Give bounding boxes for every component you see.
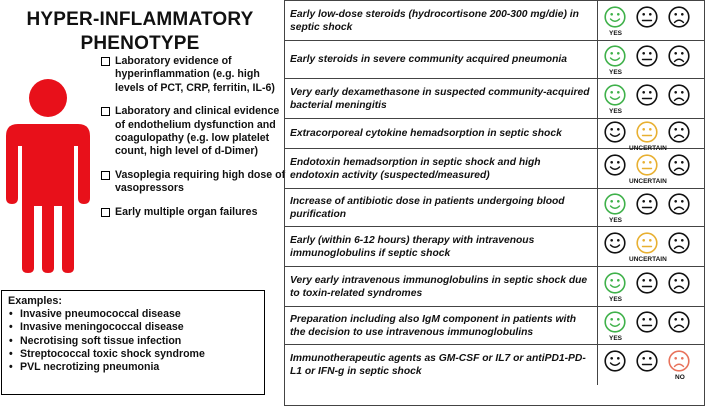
intervention-row (285, 267, 704, 307)
neutral-face-icon (636, 45, 658, 67)
criteria-text: Vasoplegia requiring high dose of vasopressors (115, 168, 286, 195)
examples-heading: Examples: (8, 295, 63, 307)
example-item: • PVL necrotizing pneumonia (9, 361, 160, 374)
smiley-icon (604, 193, 626, 215)
person-head (29, 79, 67, 117)
rating-faces (604, 311, 702, 342)
frowny-icon (668, 84, 690, 106)
bullet-icon: • (9, 321, 13, 334)
neutral-face-icon (636, 193, 658, 215)
column-divider (597, 189, 598, 226)
intervention-row (285, 41, 704, 79)
intervention-text: Increase of antibiotic dose in patients undergoing blood purification (290, 195, 565, 220)
rating-faces (604, 45, 702, 76)
intervention-row (285, 307, 704, 345)
bullet-icon: • (9, 308, 13, 321)
bullet-icon: • (9, 361, 13, 374)
criteria-list (101, 55, 287, 229)
column-divider (597, 41, 598, 78)
neutral-face-icon (636, 311, 658, 333)
rating-faces (604, 350, 702, 381)
rating-faces (604, 193, 702, 224)
verdict-label: YES (609, 335, 623, 342)
checkbox-icon (101, 171, 110, 180)
intervention-row (285, 149, 704, 189)
neutral-face-icon (636, 350, 658, 372)
verdict-label: YES (609, 217, 623, 224)
frowny-icon (668, 272, 690, 294)
frowny-icon (668, 6, 690, 28)
intervention-row (285, 1, 704, 41)
intervention-text: Early steroids in severe community acquired pneumonia (290, 54, 567, 65)
frowny-icon (668, 311, 690, 333)
neutral-face-icon (636, 6, 658, 28)
example-item: • Invasive meningococcal disease (9, 321, 184, 334)
neutral-face-icon (636, 272, 658, 294)
neutral-face-icon (636, 154, 658, 176)
intervention-row (285, 345, 704, 385)
rating-faces (604, 272, 702, 303)
criteria-item (101, 206, 287, 219)
verdict-label: YES (609, 69, 623, 76)
intervention-text: Very early dexamethasone in suspected community-acquired bacterial meningitis (290, 86, 590, 111)
column-divider (597, 227, 598, 266)
checkbox-icon (101, 57, 110, 66)
interventions-table (284, 0, 705, 406)
smiley-icon (604, 45, 626, 67)
neutral-face-icon (636, 84, 658, 106)
frowny-icon (668, 193, 690, 215)
rating-faces (604, 154, 702, 185)
intervention-text: Immunotherapeutic agents as GM-CSF or IL7 or antiPD1-PD-L1 or IFN-g in septic shock (290, 353, 586, 377)
rating-faces (604, 121, 702, 152)
verdict-label: YES (609, 296, 623, 303)
verdict-label: YES (609, 108, 623, 115)
frowny-icon (668, 232, 690, 254)
intervention-row (285, 79, 704, 119)
rating-faces (604, 84, 702, 115)
frowny-icon (668, 121, 690, 143)
criteria-item (101, 105, 287, 159)
page-title: HYPER-INFLAMMATORY PHENOTYPE (26, 9, 254, 54)
column-divider (597, 149, 598, 188)
column-divider (597, 1, 598, 40)
example-item: • Necrotising soft tissue infection (9, 334, 182, 347)
smiley-icon (604, 121, 626, 143)
column-divider (597, 79, 598, 118)
intervention-text: Preparation including also IgM component in patients with the decision to use intravenous immunoglobulins (290, 313, 577, 338)
verdict-label: UNCERTAIN (629, 256, 667, 263)
verdict-label: UNCERTAIN (629, 145, 667, 152)
column-divider (597, 267, 598, 306)
intervention-row (285, 189, 704, 227)
person-body (6, 124, 90, 273)
person-icon (0, 76, 96, 274)
smiley-icon (604, 6, 626, 28)
column-divider (597, 119, 598, 148)
criteria-item (101, 55, 287, 95)
smiley-icon (604, 232, 626, 254)
neutral-face-icon (636, 232, 658, 254)
intervention-text: Extracorporeal cytokine hemadsorption in septic shock (290, 128, 562, 139)
smiley-icon (604, 272, 626, 294)
frowny-icon (668, 154, 690, 176)
criteria-text: Laboratory evidence of hyperinflammation (e.g. high levels of PCT, CRP, ferritin, IL-6) (115, 55, 275, 94)
frowny-icon (668, 350, 690, 372)
smiley-icon (604, 84, 626, 106)
criteria-text: Early multiple organ failures (115, 205, 258, 218)
intervention-text: Endotoxin hemadsorption in septic shock and high endotoxin activity (suspected/measured) (290, 156, 541, 181)
bullet-icon: • (9, 347, 13, 360)
checkbox-icon (101, 208, 110, 217)
criteria-text: Laboratory and clinical evidence of endothelium dysfunction and coagulopathy (e.g. low platelet count, high level of d-Dimer) (115, 105, 280, 158)
frowny-icon (668, 45, 690, 67)
example-item: • Invasive pneumococcal disease (9, 308, 181, 321)
rating-faces (604, 232, 702, 263)
intervention-text: Early (within 6-12 hours) therapy with intravenous immunoglobulins if septic shock (290, 234, 535, 259)
verdict-label: YES (609, 30, 623, 37)
example-item: • Streptococcal toxic shock syndrome (9, 347, 205, 360)
intervention-text: Very early intravenous immunoglobulins in septic shock due to toxin-related syndromes (290, 274, 588, 299)
rating-faces (604, 6, 702, 37)
criteria-item (101, 169, 287, 196)
verdict-label: UNCERTAIN (629, 178, 667, 185)
neutral-face-icon (636, 121, 658, 143)
column-divider (597, 345, 598, 385)
intervention-text: Early low-dose steroids (hydrocortisone 200-300 mg/die) in septic shock (290, 8, 579, 33)
checkbox-icon (101, 107, 110, 116)
examples-box (1, 290, 265, 395)
verdict-label: NO (675, 374, 685, 381)
column-divider (597, 307, 598, 344)
intervention-row (285, 227, 704, 267)
smiley-icon (604, 311, 626, 333)
bullet-icon: • (9, 334, 13, 347)
smiley-icon (604, 350, 626, 372)
intervention-row (285, 119, 704, 152)
smiley-icon (604, 154, 626, 176)
